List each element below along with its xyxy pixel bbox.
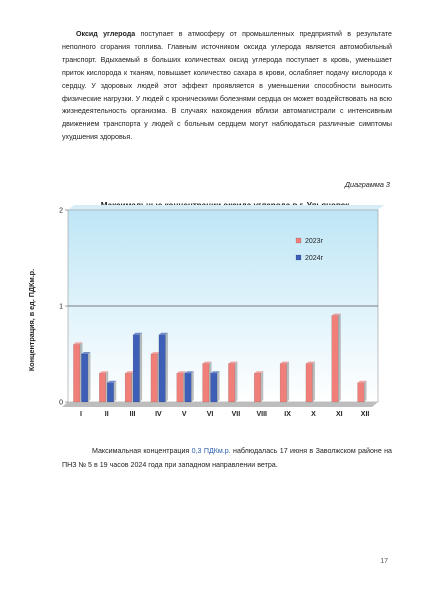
bar-2023г: [228, 364, 235, 402]
bar-2024г-side: [191, 371, 194, 402]
bar-2023г-side: [364, 381, 367, 402]
bar-2023г-side: [261, 371, 264, 402]
bar-2023г: [177, 373, 184, 402]
bar-2023г-side: [287, 362, 290, 402]
y-tick-label: 0: [59, 399, 63, 407]
note-text-after: наблюдалась 17 июня в Заволжском районе на ПНЗ № 5 в 19 часов 2024 года при западном направлении ветра.: [62, 447, 392, 469]
bar-2024г: [133, 335, 140, 402]
page-number: 17: [380, 558, 388, 565]
bar-2024г-side: [114, 381, 117, 402]
bar-2024г-side: [165, 333, 168, 402]
bar-2024г: [107, 383, 114, 402]
x-tick-label: IX: [284, 411, 291, 418]
x-tick-label: II: [104, 411, 109, 418]
plot-floor: [62, 402, 378, 407]
bar-2023г: [99, 373, 106, 402]
bar-2023г: [203, 364, 210, 402]
bar-2024г-side: [217, 371, 220, 402]
x-tick-label: XI: [335, 411, 343, 418]
bar-2024г-side: [140, 333, 143, 402]
bar-2024г: [185, 373, 192, 402]
bar-2024г: [81, 354, 88, 402]
x-tick-label: IV: [155, 411, 162, 418]
diagram-label: Диаграмма 3: [344, 180, 390, 189]
x-tick-label: VIII: [256, 411, 268, 418]
x-tick-label: X: [311, 411, 316, 418]
y-tick-label: 2: [59, 207, 63, 215]
bar-2023г: [306, 364, 313, 402]
paragraph-text: поступает в атмосферу от промышленных предприятий в результате неполного сгорания топлива. Главным источником оксида углерода является автомобильный транспорт. Вдыхаемый в больших количествах оксид углерода поступает в кровь, уменьшает приток кислорода к тканям, повышает количество сахара в крови, ослабляет подачу кислорода к сердцу. У здоровых людей этот эффект проявляется в уменьшении способности выносить физические нагрузки. У людей с хроническими болезнями сердца он может воздействовать на всю жизнедеятельность организма. В случаях нахождения вблизи автомагистрали с интенсивным движением транспорта у людей с больным сердцем могут наблюдаться различные симптомы ухудшения здоровья.: [62, 30, 393, 142]
note-text-before: Максимальная концентрация: [92, 447, 192, 455]
y-axis-label: Концентрация, в ед. ПДКм.р.: [27, 268, 36, 372]
plot-wall-top: [68, 205, 384, 210]
x-tick-label: VII: [231, 411, 241, 418]
legend-swatch: [296, 238, 301, 243]
bar-2023г: [332, 316, 339, 402]
x-tick-label: III: [129, 411, 136, 418]
bar-2023г: [125, 373, 132, 402]
bar-2023г-side: [312, 362, 315, 402]
note-highlight: 0,3 ПДКм.р.: [191, 447, 231, 455]
x-tick-label: V: [181, 411, 187, 418]
y-tick-label: 1: [59, 303, 63, 311]
x-tick-label: XII: [360, 411, 370, 418]
note-paragraph: [62, 444, 392, 472]
bar-2023г: [151, 354, 158, 402]
bar-2023г: [254, 373, 261, 402]
bar-2024г: [159, 335, 166, 402]
bar-2023г: [280, 364, 287, 402]
lead-term: Оксид углерода: [76, 30, 136, 38]
bar-2024г-side: [88, 352, 91, 402]
bar-2023г: [73, 344, 80, 402]
bar-2023г-side: [235, 362, 238, 402]
legend-swatch: [296, 255, 301, 260]
bar-2024г: [211, 373, 218, 402]
legend-label: 2024г: [305, 255, 324, 262]
x-tick-label: I: [79, 411, 82, 418]
x-tick-label: VI: [206, 411, 214, 418]
bar-2023г: [358, 383, 365, 402]
legend-label: 2023г: [305, 238, 324, 245]
bar-2023г-side: [338, 314, 341, 402]
